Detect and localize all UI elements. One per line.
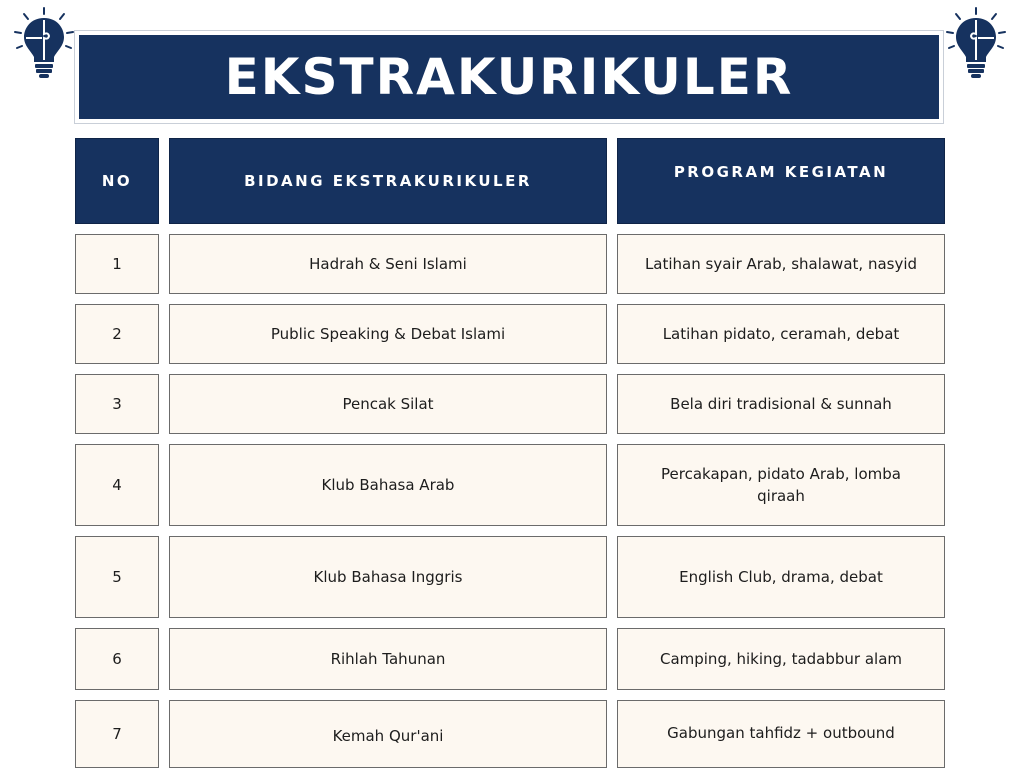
page-title: EKSTRAKURIKULER xyxy=(224,48,794,106)
table-row-no: 4 xyxy=(75,444,159,526)
table-row-program: Camping, hiking, tadabbur alam xyxy=(617,628,945,690)
table-row-bidang: Kemah Qur'ani xyxy=(169,700,607,768)
header-program: PROGRAM KEGIATAN xyxy=(617,138,945,224)
table-row-program: English Club, drama, debat xyxy=(617,536,945,618)
table-row-bidang: Pencak Silat xyxy=(169,374,607,434)
header-no: NO xyxy=(75,138,159,224)
title-frame xyxy=(74,30,944,124)
table-row-program: Gabungan tahfidz + outbound xyxy=(617,700,945,768)
lightbulb-puzzle-icon xyxy=(12,6,76,82)
table-row-bidang: Klub Bahasa Inggris xyxy=(169,536,607,618)
table-row-program: Latihan pidato, ceramah, debat xyxy=(617,304,945,364)
title-banner xyxy=(79,35,939,119)
table-row-no: 1 xyxy=(75,234,159,294)
lightbulb-puzzle-icon xyxy=(944,6,1008,82)
table-row-no: 2 xyxy=(75,304,159,364)
table-row-no: 5 xyxy=(75,536,159,618)
table-row-no: 6 xyxy=(75,628,159,690)
table-row-bidang: Public Speaking & Debat Islami xyxy=(169,304,607,364)
table-row-no: 7 xyxy=(75,700,159,768)
table-row-program: Bela diri tradisional & sunnah xyxy=(617,374,945,434)
table-row-bidang: Klub Bahasa Arab xyxy=(169,444,607,526)
header-bidang: BIDANG EKSTRAKURIKULER xyxy=(169,138,607,224)
table-row-bidang: Rihlah Tahunan xyxy=(169,628,607,690)
table-row-program: Latihan syair Arab, shalawat, nasyid xyxy=(617,234,945,294)
table-row-no: 3 xyxy=(75,374,159,434)
table-row-bidang: Hadrah & Seni Islami xyxy=(169,234,607,294)
table-row-program: Percakapan, pidato Arab, lomba qiraah xyxy=(617,444,945,526)
